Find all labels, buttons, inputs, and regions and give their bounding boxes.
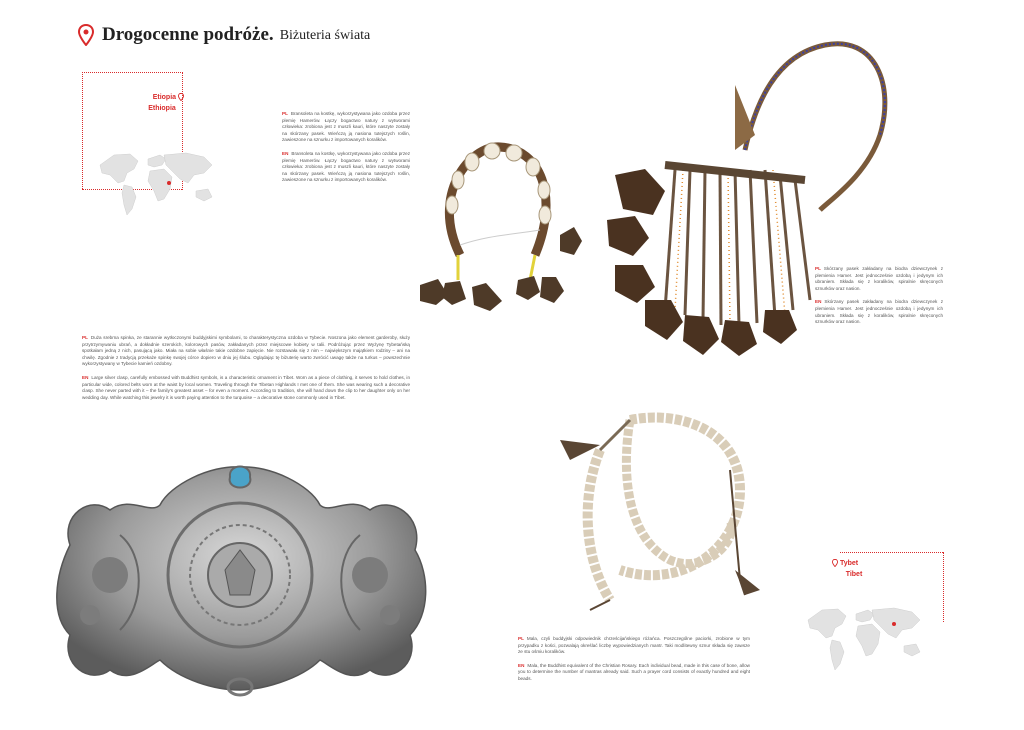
world-map-ethiopia <box>94 145 220 223</box>
bracelet-description-pl: Bransoleta na kostkę, wykorzystywana jako ozdoba przez plemię Hamerów. Łączy bogactwo natury z wytworami człowieka: zrobiona jest z muszli kauri, które naszyte zostały na skórzany pasek. Wieńczą ją nasiona tutejszych roślin, zawieszone na sznurku z importowanych koralików. <box>282 111 410 143</box>
cowrie-anklet-image <box>400 135 595 315</box>
clasp-description-en: Large silver clasp, carefully embossed with Buddhist symbols, is a characteristic ornament in Tibet. Worn as a piece of clothing, it serves to hold clothes, in particular wide, colored belts worn at the waist by local women. Traveling through the Tibetan Highlands I met one of them. She was wearing such a decorative clasp. She never parted with it – the family's greatest asset – for even a moment. According to tradition, she will hand down the clip to her daughter only on her wedding day. While watching this jewelry it is worth paying attention to the turquoise – a decorative stone commonly used in Tibet. <box>82 374 410 400</box>
mala-description-pl: Mala, czyli buddyjski odpowiednik chrześcijańskiego różańca. Poszczególne paciorki, zrobione w tym przypadku z kości, pozwalają określać liczbę wypowiedzianych mantr. Taki modlitewny sznur składa się zawsze ze stu ośmiu koralików. <box>518 636 750 655</box>
page-header <box>78 20 370 50</box>
location-label-en: Ethiopia <box>148 105 176 112</box>
location-pin-icon <box>178 93 184 101</box>
lang-tag-pl: PL <box>282 111 288 116</box>
text-bracelet <box>282 111 410 191</box>
belt-description-en: Skórzany pasek zakładany na biodra dziewczynek z plemienia Hamer. Jest jednocześnie ozdobą i jedynym ich ubraniem. Składa się z koralików, spiralnie skręconych sznurków oraz nasion. <box>815 299 943 325</box>
tibetan-silver-clasp-image <box>50 455 440 700</box>
page-title: Drogocenne podróże. <box>102 24 274 45</box>
bracelet-description-en: Bransoleta na kostkę, wykorzystywana jako ozdoba przez plemię Hamerów. Łączy bogactwo natury z wytworami człowieka: zrobiona jest z muszli kauri, które naszyte zostały na skórzany pasek. Wieńczą ją nasiona tutejszych roślin, zawieszone na sznurku z importowanych koralików. <box>282 150 410 183</box>
mala-description-en: Mala, the Buddhist equivalent of the Christian Rosary. Each individual bead, made in this case of bone, allow you to determine the number of mantras already said. Such a prayer cord consists of exactly hundred and eight beads. <box>518 662 750 681</box>
belt-description-pl: Skórzany pasek zakładany na biodra dziewczynek z plemienia Hamer. Jest jednocześnie ozdobą i jedynym ich ubraniem. Składa się z koralików, spiralnie skręconych sznurków oraz nasion. <box>815 266 943 291</box>
clasp-description-pl: Duża srebrna spinka, ze starannie wytłoczonymi buddyjskimi symbolami, to charakterystyczna ozdoba w Tybecie. Noszona jako element garderoby, służy przytrzymywaniu ubrań, a dokładnie szerokich, kolorowych pasów, zakładanych przez miejscowe kobiety w talii. Podróżując przez Wyżynę Tybetańską spotkałam jedną z nich, pasującą jako. Miała na sobie właśnie takie ozdobne zapięcie. Nie rozstawała się z nim – największym majątkiem rodziny – ani na chwilę. Zgodnie z tradycją przekaże spinkę swojej córce dopiero w dniu jej ślubu. Oglądając tę biżuterię warto zwrócić uwagę także na turkus – powszechnie wykorzystywany w Tybecie kamień ozdobny. <box>82 335 410 367</box>
location-pin-icon <box>832 559 838 567</box>
lang-tag-en: EN <box>815 299 822 305</box>
location-label-en: Tibet <box>845 571 863 578</box>
location-label-pl: Etiopia <box>152 94 177 101</box>
location-pin-icon <box>78 24 94 46</box>
location-label-pl: Tybet <box>839 560 859 567</box>
text-clasp <box>82 335 410 408</box>
text-mala <box>518 636 750 690</box>
buddhist-mala-image <box>530 400 770 615</box>
lang-tag-en: EN <box>82 374 89 380</box>
location-label-tibet <box>832 558 876 580</box>
text-belt <box>815 266 943 333</box>
lang-tag-pl: PL <box>518 636 524 641</box>
location-label-ethiopia <box>140 92 184 114</box>
lang-tag-en: EN <box>518 662 525 668</box>
lang-tag-pl: PL <box>82 335 88 340</box>
page-subtitle: Biżuteria świata <box>279 28 371 43</box>
world-map-tibet <box>802 600 928 678</box>
lang-tag-pl: PL <box>815 266 821 271</box>
lang-tag-en: EN <box>282 150 289 156</box>
